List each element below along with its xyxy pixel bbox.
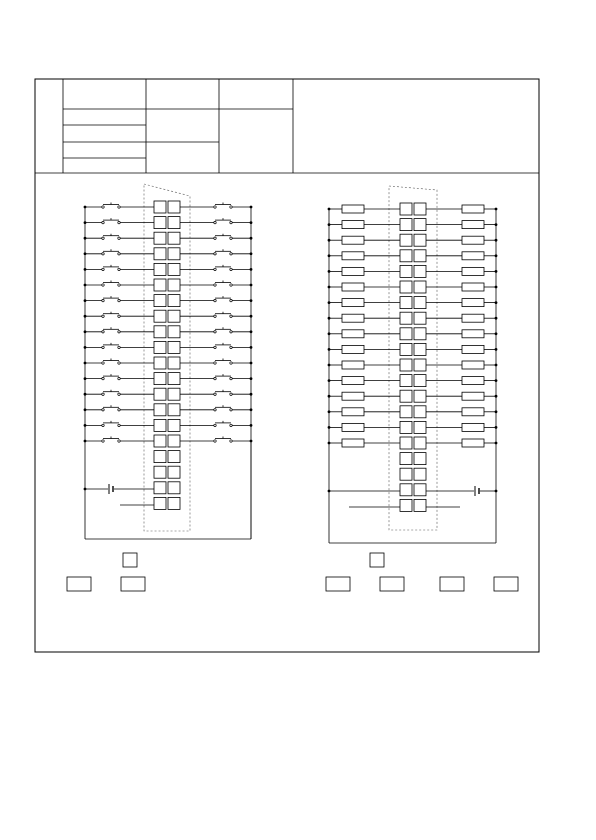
- legend-box: [440, 577, 464, 591]
- terminal-box: [168, 326, 180, 338]
- switch-contact: [102, 440, 104, 442]
- switch-contact: [230, 268, 232, 270]
- terminal-box: [414, 390, 426, 402]
- terminal-box: [154, 217, 166, 229]
- terminal-box: [154, 295, 166, 307]
- switch-contact: [230, 299, 232, 301]
- connector-outline: [144, 184, 190, 531]
- switch-contact: [102, 206, 104, 208]
- switch-contact: [102, 409, 104, 411]
- terminal-box: [168, 248, 180, 260]
- switch-contact: [230, 362, 232, 364]
- switch-contact: [102, 331, 104, 333]
- terminal-box: [154, 357, 166, 369]
- terminal-box: [400, 203, 412, 215]
- switch-contact: [214, 237, 216, 239]
- terminal-box: [154, 388, 166, 400]
- switch-contact: [118, 237, 120, 239]
- resistor: [462, 345, 484, 353]
- terminal-box: [414, 250, 426, 262]
- switch-contact: [214, 315, 216, 317]
- terminal-box: [168, 279, 180, 291]
- terminal-box: [400, 343, 412, 355]
- terminal-box: [400, 265, 412, 277]
- resistor: [342, 205, 364, 213]
- terminal-box: [414, 234, 426, 246]
- switch-contact: [214, 424, 216, 426]
- switch-contact: [102, 424, 104, 426]
- switch-contact: [214, 284, 216, 286]
- terminal-box: [168, 357, 180, 369]
- switch-contact: [214, 377, 216, 379]
- legend-box: [123, 553, 137, 567]
- resistor: [342, 252, 364, 260]
- switch-contact: [118, 284, 120, 286]
- switch-contact: [118, 331, 120, 333]
- resistor: [342, 377, 364, 385]
- terminal-box: [400, 375, 412, 387]
- terminal-box: [414, 468, 426, 480]
- switch-contact: [214, 440, 216, 442]
- resistor: [342, 314, 364, 322]
- terminal-box: [154, 326, 166, 338]
- switch-contact: [118, 393, 120, 395]
- terminal-box: [400, 453, 412, 465]
- legend-box: [370, 553, 384, 567]
- terminal-box: [154, 248, 166, 260]
- switch-contact: [118, 377, 120, 379]
- switch-contact: [230, 206, 232, 208]
- terminal-box: [168, 482, 180, 494]
- terminal-box: [168, 466, 180, 478]
- resistor: [462, 283, 484, 291]
- terminal-box: [400, 359, 412, 371]
- terminal-box: [414, 343, 426, 355]
- resistor: [462, 377, 484, 385]
- resistor: [342, 361, 364, 369]
- switch-contact: [118, 268, 120, 270]
- switch-contact: [102, 284, 104, 286]
- switch-contact: [230, 346, 232, 348]
- terminal-box: [154, 201, 166, 213]
- terminal-box: [400, 281, 412, 293]
- switch-contact: [102, 268, 104, 270]
- switch-contact: [102, 346, 104, 348]
- terminal-box: [400, 328, 412, 340]
- resistor: [342, 439, 364, 447]
- header-table: [63, 79, 293, 173]
- terminal-box: [414, 406, 426, 418]
- terminal-box: [400, 468, 412, 480]
- resistor: [462, 330, 484, 338]
- terminal-box: [414, 219, 426, 231]
- terminal-box: [168, 435, 180, 447]
- legend-box: [326, 577, 350, 591]
- terminal-box: [154, 435, 166, 447]
- terminal-box: [400, 312, 412, 324]
- legend-boxes: [67, 553, 518, 591]
- terminal-box: [168, 232, 180, 244]
- terminal-box: [154, 482, 166, 494]
- switch-contact: [102, 299, 104, 301]
- switch-contact: [118, 206, 120, 208]
- terminal-box: [400, 297, 412, 309]
- terminal-box: [414, 484, 426, 496]
- terminal-box: [414, 421, 426, 433]
- terminal-box: [414, 453, 426, 465]
- terminal-box: [400, 390, 412, 402]
- connector-outline: [389, 186, 437, 530]
- terminal-box: [154, 497, 166, 509]
- switch-contact: [214, 206, 216, 208]
- resistor: [342, 236, 364, 244]
- right-output-diagram: [328, 186, 498, 543]
- resistor: [342, 408, 364, 416]
- resistor: [462, 205, 484, 213]
- resistor: [462, 408, 484, 416]
- resistor: [342, 330, 364, 338]
- resistor: [462, 361, 484, 369]
- terminal-box: [154, 232, 166, 244]
- resistor: [342, 221, 364, 229]
- terminal-box: [154, 373, 166, 385]
- terminal-box: [154, 263, 166, 275]
- resistor: [462, 236, 484, 244]
- switch-contact: [214, 253, 216, 255]
- terminal-box: [414, 203, 426, 215]
- terminal-box: [154, 341, 166, 353]
- switch-contact: [230, 221, 232, 223]
- switch-contact: [230, 424, 232, 426]
- switch-contact: [230, 393, 232, 395]
- resistor: [342, 345, 364, 353]
- resistor: [462, 423, 484, 431]
- switch-contact: [214, 346, 216, 348]
- terminal-box: [168, 373, 180, 385]
- switch-contact: [214, 362, 216, 364]
- switch-contact: [118, 362, 120, 364]
- switch-contact: [230, 377, 232, 379]
- terminal-box: [400, 499, 412, 511]
- terminal-box: [414, 359, 426, 371]
- terminal-box: [414, 437, 426, 449]
- resistor: [462, 299, 484, 307]
- terminal-box: [168, 201, 180, 213]
- switch-contact: [102, 377, 104, 379]
- switch-contact: [214, 268, 216, 270]
- terminal-box: [400, 234, 412, 246]
- resistor: [342, 283, 364, 291]
- terminal-box: [414, 328, 426, 340]
- resistor: [462, 267, 484, 275]
- legend-box: [494, 577, 518, 591]
- terminal-box: [400, 421, 412, 433]
- terminal-box: [168, 451, 180, 463]
- switch-contact: [230, 440, 232, 442]
- switch-contact: [118, 221, 120, 223]
- resistor: [462, 392, 484, 400]
- switch-contact: [214, 409, 216, 411]
- switch-contact: [214, 299, 216, 301]
- switch-contact: [230, 409, 232, 411]
- switch-contact: [118, 440, 120, 442]
- terminal-box: [154, 310, 166, 322]
- terminal-box: [154, 419, 166, 431]
- resistor: [462, 314, 484, 322]
- switch-contact: [102, 221, 104, 223]
- terminal-box: [168, 341, 180, 353]
- switch-contact: [118, 424, 120, 426]
- terminal-box: [154, 279, 166, 291]
- terminal-box: [400, 219, 412, 231]
- terminal-box: [414, 281, 426, 293]
- switch-contact: [102, 237, 104, 239]
- switch-contact: [214, 393, 216, 395]
- terminal-box: [168, 404, 180, 416]
- legend-box: [121, 577, 145, 591]
- resistor: [342, 392, 364, 400]
- switch-contact: [230, 315, 232, 317]
- resistor: [462, 221, 484, 229]
- terminal-box: [168, 217, 180, 229]
- terminal-box: [154, 451, 166, 463]
- resistor: [342, 423, 364, 431]
- switch-contact: [230, 284, 232, 286]
- terminal-box: [154, 466, 166, 478]
- outer-border: [35, 79, 539, 652]
- switch-contact: [118, 315, 120, 317]
- resistor: [342, 299, 364, 307]
- switch-contact: [118, 299, 120, 301]
- legend-box: [67, 577, 91, 591]
- left-input-diagram: [84, 184, 253, 539]
- terminal-box: [168, 310, 180, 322]
- resistor: [462, 439, 484, 447]
- terminal-box: [414, 265, 426, 277]
- terminal-box: [168, 419, 180, 431]
- switch-contact: [118, 409, 120, 411]
- resistor: [462, 252, 484, 260]
- terminal-box: [414, 312, 426, 324]
- terminal-box: [414, 499, 426, 511]
- switch-contact: [118, 346, 120, 348]
- terminal-box: [414, 297, 426, 309]
- terminal-box: [168, 263, 180, 275]
- terminal-box: [400, 250, 412, 262]
- switch-contact: [102, 253, 104, 255]
- legend-box: [380, 577, 404, 591]
- switch-contact: [102, 393, 104, 395]
- switch-contact: [102, 362, 104, 364]
- switch-contact: [214, 331, 216, 333]
- terminal-box: [154, 404, 166, 416]
- terminal-box: [168, 295, 180, 307]
- outer-frame: [35, 79, 539, 652]
- terminal-box: [168, 388, 180, 400]
- switch-contact: [230, 331, 232, 333]
- terminal-box: [168, 497, 180, 509]
- switch-contact: [102, 315, 104, 317]
- switch-contact: [118, 253, 120, 255]
- switch-contact: [214, 221, 216, 223]
- switch-contact: [230, 237, 232, 239]
- terminal-box: [400, 484, 412, 496]
- resistor: [342, 267, 364, 275]
- terminal-box: [400, 437, 412, 449]
- switch-contact: [230, 253, 232, 255]
- terminal-box: [414, 375, 426, 387]
- terminal-box: [400, 406, 412, 418]
